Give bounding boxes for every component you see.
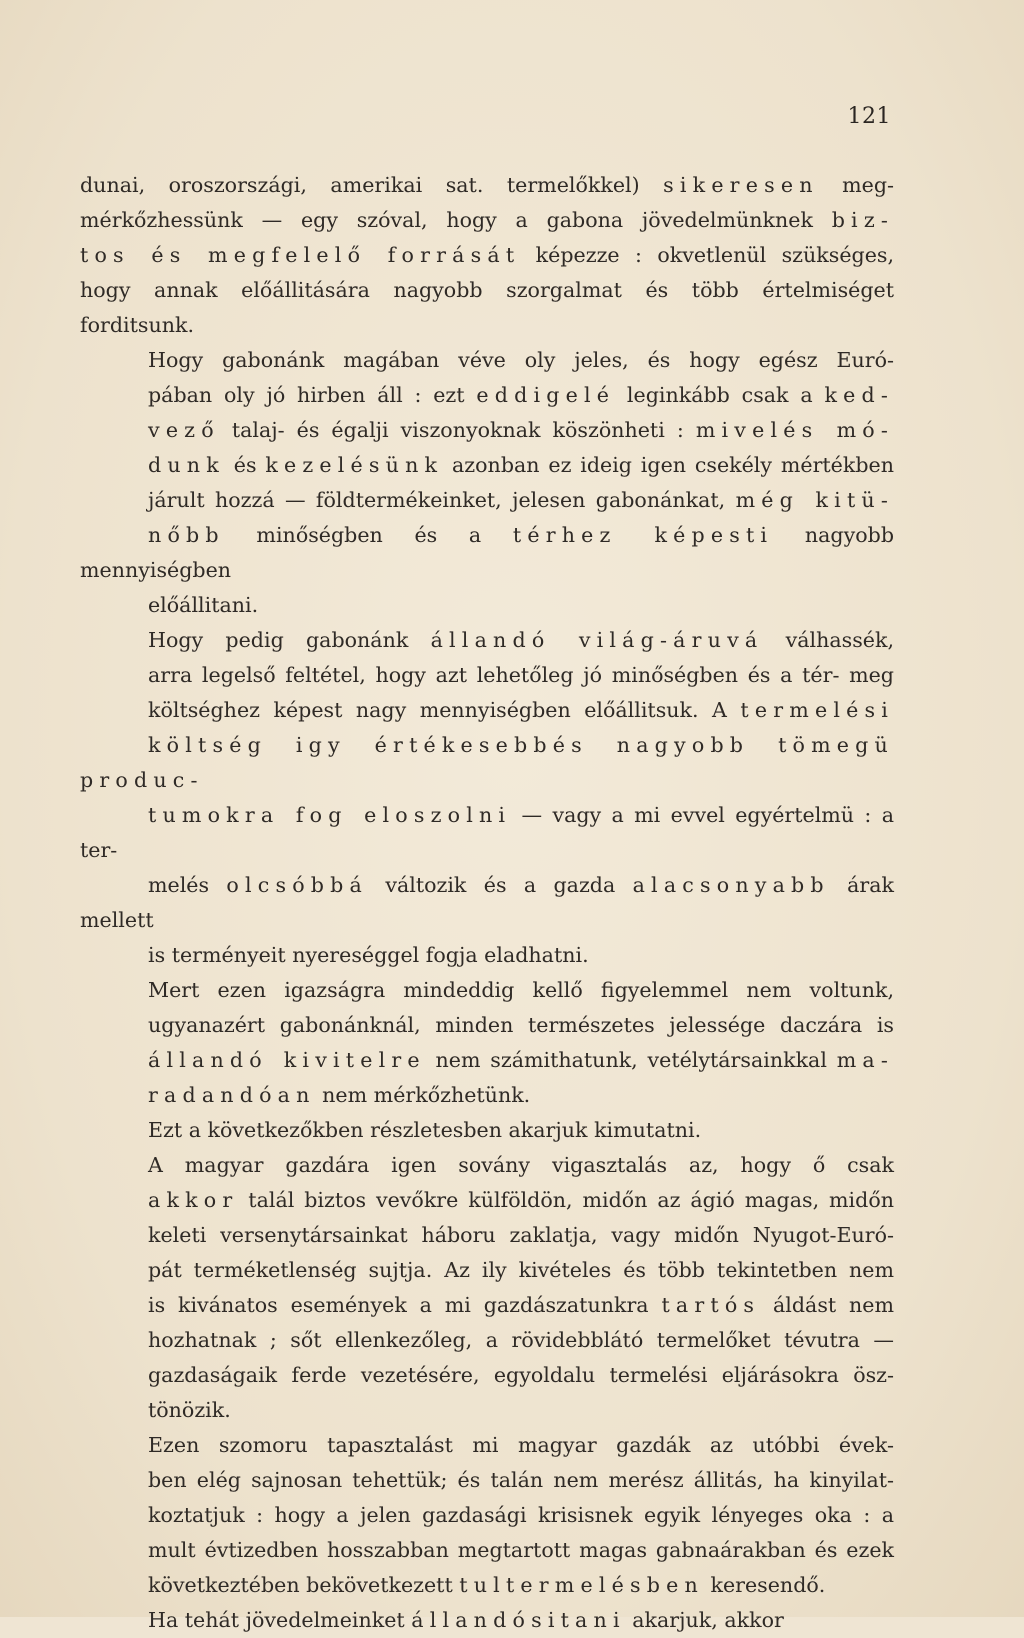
text-line: [80, 1078, 894, 1113]
spaced-emphasis: ma-: [836, 1048, 894, 1072]
spaced-emphasis: költség igy értékesebbés nagyobb tömegü produc-: [80, 733, 894, 792]
text-line: [80, 973, 894, 1008]
text-run: ben elég sajnosan tehettük; és talán nem merész állitás, ha kinyilat-: [148, 1468, 894, 1492]
paragraph: [80, 168, 894, 343]
text-line: [80, 693, 894, 728]
spaced-emphasis: eddigelé: [476, 383, 616, 407]
text-run: járult hozzá — földtermékeinket, jelesen gabonánkat,: [148, 488, 736, 512]
text-run: változik és a gazda: [367, 873, 633, 897]
text-run: következtében bekövetkezett: [148, 1573, 460, 1597]
text-line: [80, 728, 894, 798]
text-line: [80, 168, 894, 203]
text-run: A magyar gazdára igen sovány vigasztalás az, hogy ő csak: [148, 1153, 894, 1177]
spaced-emphasis: még kitü-: [735, 488, 894, 512]
text-line: [80, 868, 894, 938]
text-line: [80, 1393, 894, 1428]
paragraph: [80, 1428, 894, 1603]
text-run: Ezt a következőkben részletesben akarjuk kimutatni.: [148, 1118, 702, 1142]
text-run: mult évtizedben hosszabban megtartott magas gabnaárakban és ezek: [148, 1538, 894, 1562]
paragraph: [80, 1603, 894, 1638]
spaced-emphasis: állandó kivitelre: [148, 1048, 426, 1072]
text-run: nem számithatunk, vetélytársainkkal: [425, 1048, 837, 1072]
text-run: talaj- és égalji viszonyoknak köszönheti :: [219, 418, 696, 442]
text-line: [80, 1323, 894, 1358]
text-run: ugyanazért gabonánknál, minden természetes jelessége daczára is: [148, 1013, 894, 1037]
text-line: [80, 1008, 894, 1043]
text-line: [80, 588, 894, 623]
text-line: [80, 1253, 894, 1288]
text-line: [80, 1428, 894, 1463]
text-line: [80, 273, 894, 308]
text-run: költséghez képest nagy mennyiségben előállitsuk. A: [148, 698, 741, 722]
spaced-emphasis: alacsonyabb: [632, 873, 830, 897]
text-line: [80, 413, 894, 448]
text-line: [80, 448, 894, 483]
spaced-emphasis: ked-: [824, 383, 894, 407]
spaced-emphasis: tos és megfelelő forrását: [80, 243, 521, 267]
text-run: azonban ez ideig igen csekély mértékben: [443, 453, 894, 477]
spaced-emphasis: állandósitani: [411, 1608, 626, 1632]
text-line: [80, 238, 894, 273]
text-run: válhassék,: [763, 628, 894, 652]
spaced-emphasis: termelési: [740, 698, 894, 722]
text-line: [80, 1043, 894, 1078]
text-line: [80, 938, 894, 973]
text-run: hogy annak előállitására nagyobb szorgalmat és több értelmiséget: [80, 278, 894, 302]
spaced-emphasis: akkor: [148, 1188, 239, 1212]
spaced-emphasis: vező: [148, 418, 220, 442]
page-number: 121: [847, 104, 891, 129]
text-run: hozhatnak ; sőt ellenkezőleg, a rövidebblátó termelőket tévutra —: [148, 1328, 894, 1352]
text-run: arra legelső feltétel, hogy azt lehetőleg jó minőségben és a tér- meg: [148, 663, 894, 687]
text-run: gazdaságaik ferde vezetésére, egyoldalu termelési eljárásokra ösz-: [148, 1363, 894, 1387]
text-line: [80, 1148, 894, 1183]
spaced-emphasis: tartós: [661, 1293, 761, 1317]
text-run: talál biztos vevőkre külföldön, midőn az ágió magas, midőn: [238, 1188, 894, 1212]
spaced-emphasis: tumokra fog eloszolni: [148, 803, 512, 827]
text-run: Hogy gabonánk magában véve oly jeles, és hogy egész Euró-: [148, 348, 894, 372]
text-line: [80, 1218, 894, 1253]
text-line: [80, 1288, 894, 1323]
text-line: [80, 343, 894, 378]
text-run: — vagy a mi evvel egyértelmü : a ter-: [80, 803, 894, 862]
spaced-emphasis: nőbb: [148, 523, 225, 547]
spaced-emphasis: sikeresen: [663, 173, 819, 197]
text-run: tönözik.: [148, 1398, 231, 1422]
spaced-emphasis: radandóan: [148, 1083, 316, 1107]
text-run: is terményeit nyereséggel fogja eladhatni.: [148, 943, 589, 967]
text-run: forditsunk.: [80, 313, 195, 337]
text-run: keresendő.: [703, 1573, 826, 1597]
paragraph: [80, 343, 894, 623]
body-text: [80, 168, 894, 1638]
spaced-emphasis: állandó világ-áruvá: [430, 628, 764, 652]
text-run: is kivánatos események a mi gazdászatunkra: [148, 1293, 662, 1317]
text-run: és: [224, 453, 266, 477]
text-line: [80, 483, 894, 518]
text-run: nem mérkőzhetünk.: [315, 1083, 531, 1107]
spaced-emphasis: térhez képesti: [512, 523, 774, 547]
paragraph: [80, 1148, 894, 1428]
text-run: minőségben és a: [224, 523, 513, 547]
text-line: [80, 308, 894, 343]
spaced-emphasis: biz-: [831, 208, 894, 232]
text-run: pában oly jó hirben áll : ezt: [148, 383, 477, 407]
paragraph: [80, 973, 894, 1113]
text-run: Ha tehát jövedelmeinket: [148, 1608, 412, 1632]
spaced-emphasis: olcsóbbá: [226, 873, 368, 897]
text-line: [80, 1568, 894, 1603]
text-run: képezze : okvetlenül szükséges,: [520, 243, 895, 267]
text-run: dunai, oroszországi, amerikai sat. termelőkkel): [80, 173, 664, 197]
text-run: koztatjuk : hogy a jelen gazdasági krisisnek egyik lényeges oka : a: [148, 1503, 894, 1527]
text-run: mérkőzhessünk — egy szóval, hogy a gabona jövedelmünknek: [80, 208, 832, 232]
text-line: [80, 203, 894, 238]
text-run: keleti versenytársainkat háboru zaklatja, vagy midőn Nyugot-Euró-: [148, 1223, 894, 1247]
text-line: [80, 658, 894, 693]
text-line: [80, 623, 894, 658]
text-line: [80, 1183, 894, 1218]
text-line: [80, 378, 894, 413]
text-run: pát terméketlenség sujtja. Az ily kivételes és több tekintetben nem: [148, 1258, 894, 1282]
text-line: [80, 798, 894, 868]
text-run: árak mellett: [80, 873, 894, 932]
spaced-emphasis: dunk: [148, 453, 225, 477]
text-line: [80, 518, 894, 588]
spaced-emphasis: mivelés mó-: [695, 418, 894, 442]
text-line: [80, 1498, 894, 1533]
spaced-emphasis: tultermelésben: [459, 1573, 704, 1597]
text-line: [80, 1113, 894, 1148]
text-line: [80, 1463, 894, 1498]
text-run: Mert ezen igazságra mindeddig kellő figyelemmel nem voltunk,: [148, 978, 894, 1002]
text-line: [80, 1358, 894, 1393]
text-run: áldást nem: [760, 1293, 894, 1317]
spaced-emphasis: kezelésünk: [265, 453, 444, 477]
paragraph: [80, 1113, 894, 1148]
text-run: Ezen szomoru tapasztalást mi magyar gazdák az utóbbi évek-: [148, 1433, 894, 1457]
text-run: akarjuk, akkor: [625, 1608, 784, 1632]
text-run: leginkább csak a: [615, 383, 825, 407]
text-line: [80, 1603, 894, 1638]
text-run: meg-: [818, 173, 894, 197]
paragraph: [80, 623, 894, 973]
text-run: melés: [148, 873, 227, 897]
text-run: előállitani.: [148, 593, 259, 617]
text-run: Hogy pedig gabonánk: [148, 628, 431, 652]
text-line: [80, 1533, 894, 1568]
text-run: nagyobb mennyiségben: [80, 523, 894, 582]
